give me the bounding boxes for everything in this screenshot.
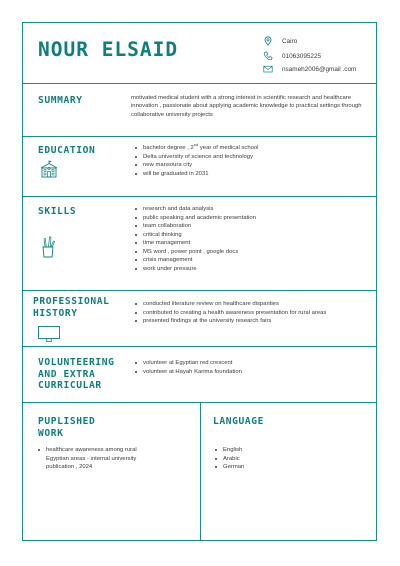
divider [23, 83, 376, 84]
professional-history-title: PROFESSIONAL HISTORY [33, 296, 110, 319]
list-item: healthcare awareness among rural Egyptian areas - internal university publication , 2024 [38, 446, 156, 472]
phone-icon [263, 51, 273, 61]
phone-text: 01063095225 [282, 52, 322, 60]
column-divider [200, 402, 201, 540]
candidate-name: NOUR ELSAID [38, 38, 179, 61]
language-list [215, 446, 355, 472]
list-item: Arabic [215, 455, 355, 464]
published-work-title: PUPLISHED WORK [38, 416, 96, 439]
summary-title: SUMMARY [38, 95, 83, 106]
location-pin-icon [263, 36, 273, 46]
contact-phone [263, 51, 321, 61]
list-item: volunteer at Hayah Karima foundation [135, 368, 371, 377]
education-title: EDUCATION [38, 145, 96, 156]
list-item: critical thinking [135, 231, 371, 240]
list-item: will be graduated in 2031 [135, 170, 371, 179]
school-building-icon [39, 159, 59, 179]
volunteering-list [135, 359, 371, 376]
list-item: contributed to creating a health awareness presentation for rural areas [135, 309, 371, 318]
list-item: German [215, 463, 355, 472]
language-title: LANGUAGE [213, 416, 265, 427]
education-list [135, 144, 371, 178]
list-item: bachelor degree , 2nd year of medical school [135, 144, 371, 153]
skills-title: SKILLS [38, 206, 77, 217]
professional-history-list [135, 300, 371, 326]
skills-list [135, 205, 371, 273]
list-item: Delta university of science and technology [135, 153, 371, 162]
list-item: team collaboration [135, 222, 371, 231]
list-item: time management [135, 239, 371, 248]
list-item: crisis management [135, 256, 371, 265]
divider [23, 346, 376, 347]
list-item: presented findings at the university research fairs [135, 317, 371, 326]
list-item: conducted literature review on healthcare disparities [135, 300, 371, 309]
contact-city [263, 36, 297, 46]
list-item: new mansoura city [135, 161, 371, 170]
list-item: research and data analysis [135, 205, 371, 214]
resume-frame [22, 22, 377, 541]
divider [23, 290, 376, 291]
email-text: nsameh2006@gmail .com [282, 65, 357, 73]
pencil-cup-icon [40, 235, 56, 259]
mail-icon [263, 64, 273, 74]
volunteering-title: VOLUNTEERING AND EXTRA CURRICULAR [38, 357, 115, 391]
contact-email [263, 64, 356, 74]
divider [23, 136, 376, 137]
summary-text: motivated medical student with a strong interest in scientific research and healthcare innovation , passionate about applying academic knowledge to practical settings through collaborative university projects [131, 95, 362, 118]
list-item: work under pressure [135, 265, 371, 274]
monitor-icon [37, 325, 61, 343]
list-item: public speaking and academic presentation [135, 214, 371, 223]
divider [23, 196, 376, 197]
published-work-list [38, 446, 156, 472]
list-item: MS word , power point , google docs [135, 248, 371, 257]
list-item: volunteer at Egyptian red crescent [135, 359, 371, 368]
city-text: Cairo [282, 37, 298, 45]
list-item: English [215, 446, 355, 455]
